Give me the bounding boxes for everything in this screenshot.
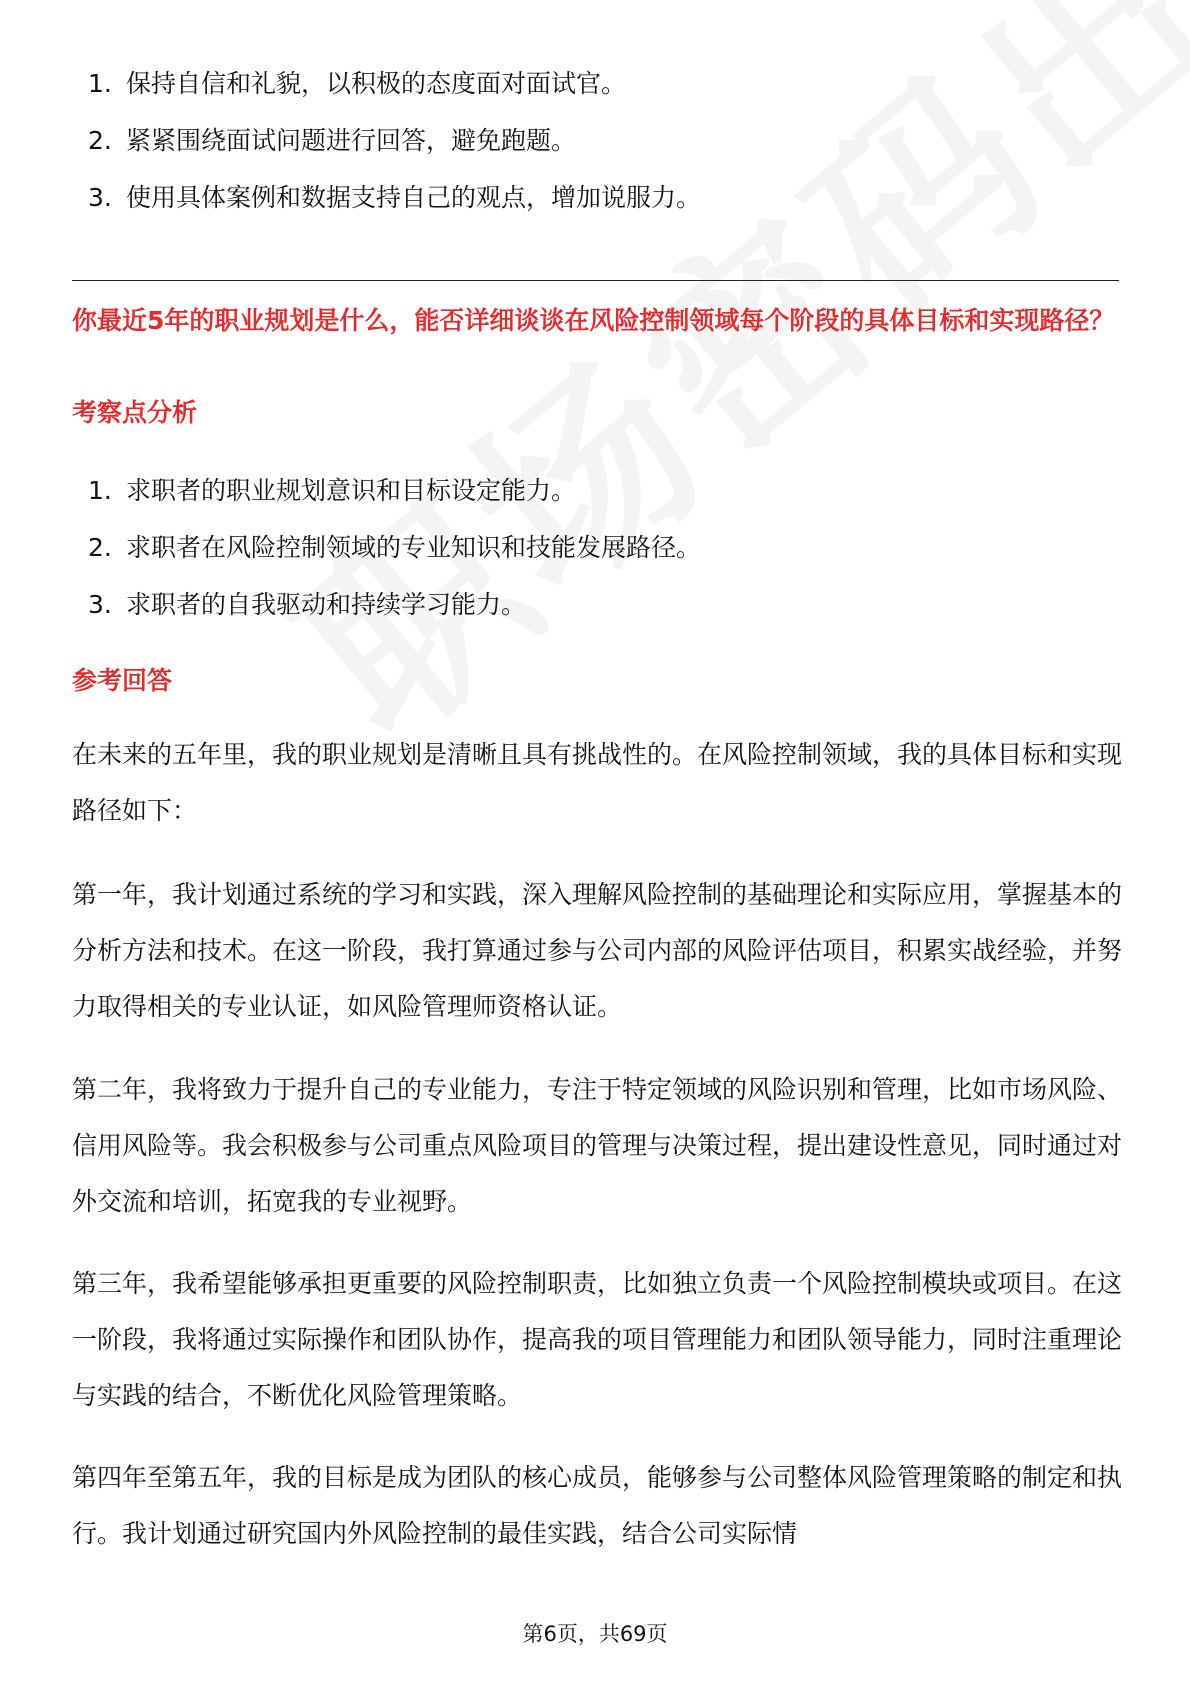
list-item-text: 使用具体案例和数据支持自己的观点，增加说服力。 [126, 183, 702, 212]
answer-paragraph: 第二年，我将致力于提升自己的专业能力，专注于特定领域的风险识别和管理，比如市场风险、信用风险等。我会积极参与公司重点风险项目的管理与决策过程，提出建设性意见，同时通过对外交流和培训，拓宽我的专业视野。 [72, 1075, 1123, 1216]
list-item-number: 1. [88, 476, 112, 505]
list-item [88, 533, 701, 563]
list-item [88, 126, 701, 156]
list-item-text: 紧紧围绕面试问题进行回答，避免跑题。 [126, 126, 577, 155]
answer-heading: 参考回答 [72, 666, 173, 695]
analysis-list [88, 476, 701, 647]
list-item-number: 2. [88, 126, 112, 155]
list-item [88, 590, 701, 620]
list-item-text: 求职者的职业规划意识和目标设定能力。 [126, 476, 577, 505]
page-number: 第6页，共69页 [522, 1622, 668, 1646]
list-item-text: 保持自信和礼貌，以积极的态度面对面试官。 [126, 69, 627, 98]
list-item-number: 3. [88, 590, 112, 619]
list-item [88, 183, 701, 213]
tips-list [88, 69, 701, 240]
answer-paragraph: 第四年至第五年，我的目标是成为团队的核心成员，能够参与公司整体风险管理策略的制定和执行。我计划通过研究国内外风险控制的最佳实践，结合公司实际情 [72, 1463, 1123, 1548]
list-item-number: 2. [88, 533, 112, 562]
analysis-heading: 考察点分析 [72, 398, 198, 427]
list-item-text: 求职者的自我驱动和持续学习能力。 [126, 590, 527, 619]
answer-paragraph: 第一年，我计划通过系统的学习和实践，深入理解风险控制的基础理论和实际应用，掌握基本的分析方法和技术。在这一阶段，我打算通过参与公司内部的风险评估项目，积累实战经验，并努力取得相关的专业认证，如风险管理师资格认证。 [72, 880, 1123, 1021]
answer-paragraph: 第三年，我希望能够承担更重要的风险控制职责，比如独立负责一个风险控制模块或项目。在这一阶段，我将通过实际操作和团队协作，提高我的项目管理能力和团队领导能力，同时注重理论与实践的结合，不断优化风险管理策略。 [72, 1269, 1123, 1410]
list-item [88, 69, 701, 99]
divider [72, 280, 1119, 281]
list-item [88, 476, 701, 506]
list-item-text: 求职者在风险控制领域的专业知识和技能发展路径。 [126, 533, 702, 562]
list-item-number: 1. [88, 69, 112, 98]
list-item-number: 3. [88, 183, 112, 212]
interview-question: 你最近5年的职业规划是什么，能否详细谈谈在风险控制领域每个阶段的具体目标和实现路径？ [72, 306, 1115, 335]
answer-paragraph: 在未来的五年里，我的职业规划是清晰且具有挑战性的。在风险控制领域，我的具体目标和实现路径如下： [72, 740, 1123, 825]
